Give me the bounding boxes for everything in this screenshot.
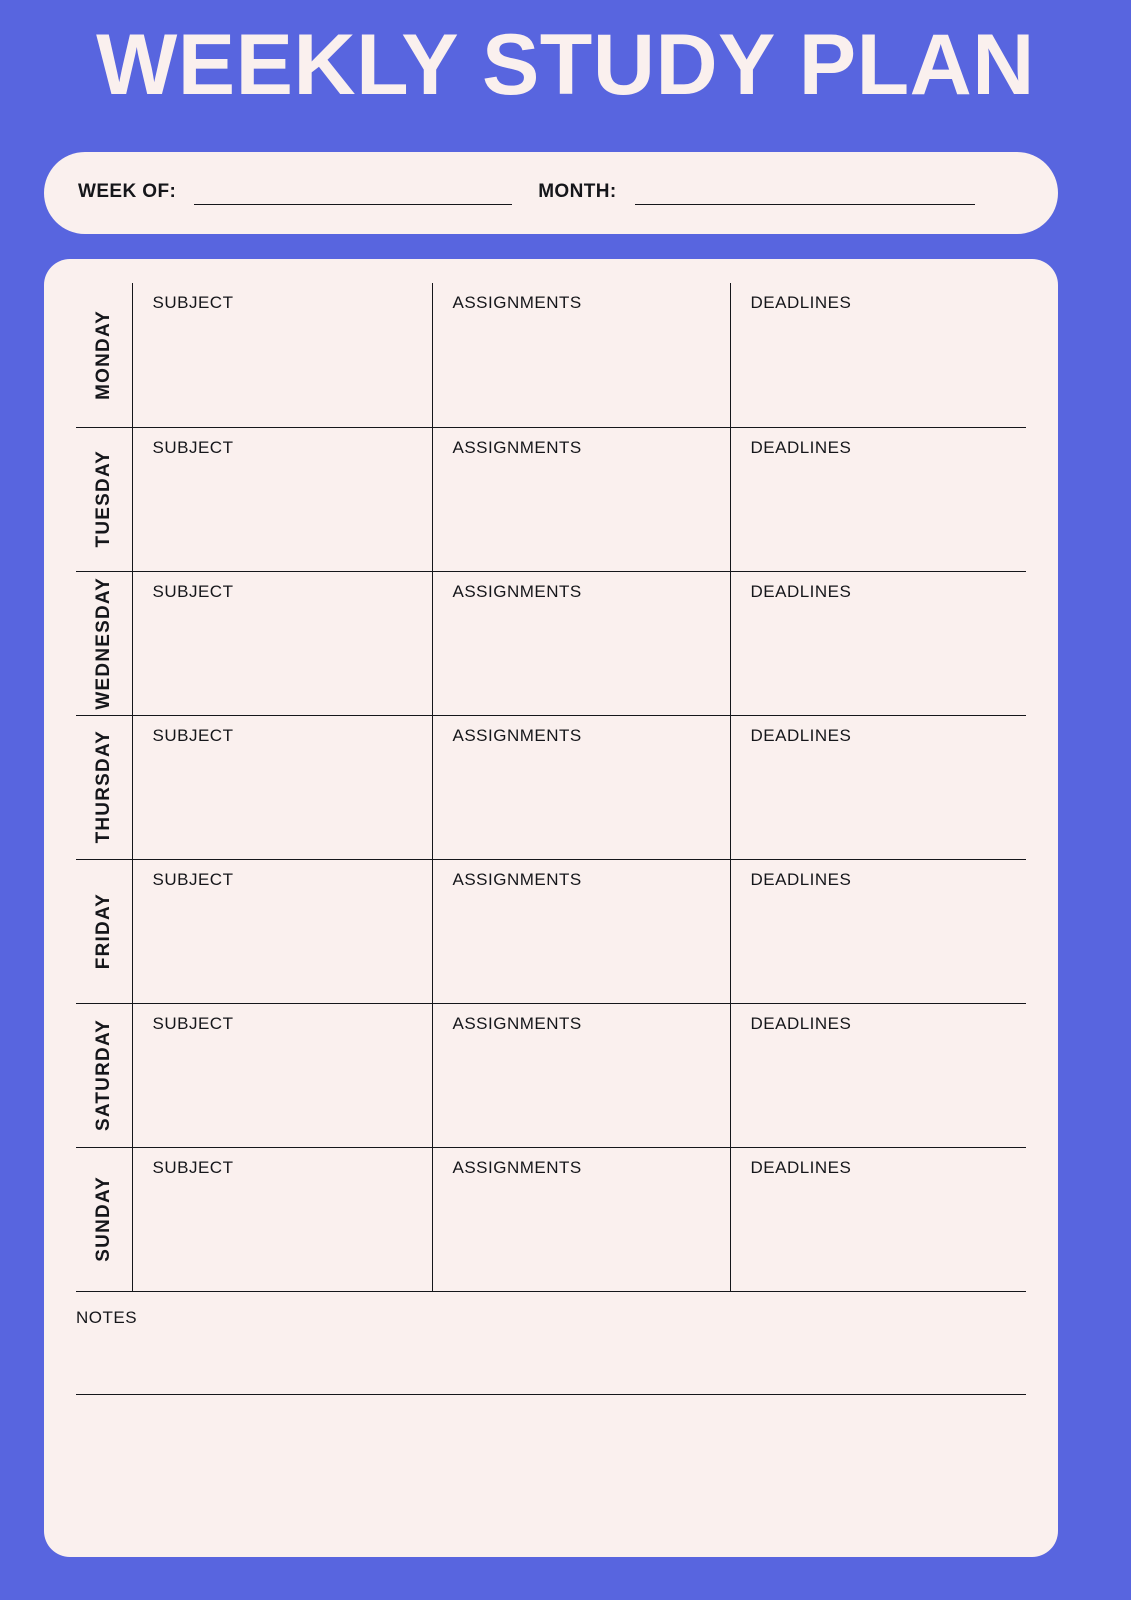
notes-label: NOTES [76, 1307, 138, 1327]
cell-assignments-wednesday[interactable] [432, 571, 730, 715]
day-label: THURSDAY [92, 730, 114, 844]
column-header-deadlines: DEADLINES [750, 581, 852, 601]
cell-subject-sunday[interactable] [132, 1147, 432, 1291]
day-label: SATURDAY [92, 1018, 114, 1131]
column-header-deadlines: DEADLINES [750, 869, 852, 889]
column-header-deadlines: DEADLINES [750, 1013, 852, 1033]
month-input[interactable] [635, 183, 975, 205]
cell-subject-wednesday[interactable] [132, 571, 432, 715]
cell-assignments-saturday[interactable] [432, 1003, 730, 1147]
table-row [76, 1147, 1026, 1291]
column-header-deadlines: DEADLINES [750, 1157, 852, 1177]
cell-assignments-monday[interactable] [432, 283, 730, 427]
table-row [76, 283, 1026, 427]
cell-deadlines-sunday[interactable] [730, 1147, 1026, 1291]
column-header-assignments: ASSIGNMENTS [452, 581, 582, 601]
column-header-deadlines: DEADLINES [750, 725, 852, 745]
month-field [538, 181, 974, 205]
day-cell-thursday [76, 715, 132, 859]
column-header-subject: SUBJECT [152, 1013, 234, 1033]
day-cell-monday [76, 283, 132, 427]
page-title: WEEKLY STUDY PLAN [96, 17, 1035, 113]
weekly-table [76, 283, 1026, 1292]
notes-section [76, 1308, 1026, 1395]
cell-subject-thursday[interactable] [132, 715, 432, 859]
cell-assignments-friday[interactable] [432, 859, 730, 1003]
day-cell-sunday [76, 1147, 132, 1291]
column-header-subject: SUBJECT [152, 869, 234, 889]
cell-deadlines-wednesday[interactable] [730, 571, 1026, 715]
day-label: TUESDAY [92, 450, 114, 548]
column-header-assignments: ASSIGNMENTS [452, 869, 582, 889]
planner-card [44, 259, 1058, 1557]
table-row [76, 571, 1026, 715]
cell-deadlines-tuesday[interactable] [730, 427, 1026, 571]
column-header-assignments: ASSIGNMENTS [452, 1157, 582, 1177]
day-cell-wednesday [76, 571, 132, 715]
column-header-deadlines: DEADLINES [750, 293, 852, 312]
cell-subject-monday[interactable] [132, 283, 432, 427]
cell-assignments-thursday[interactable] [432, 715, 730, 859]
column-header-subject: SUBJECT [152, 725, 234, 745]
week-of-label: WEEK OF: [78, 181, 177, 202]
cell-subject-friday[interactable] [132, 859, 432, 1003]
table-row [76, 427, 1026, 571]
cell-deadlines-saturday[interactable] [730, 1003, 1026, 1147]
column-header-subject: SUBJECT [152, 293, 234, 312]
notes-input[interactable] [76, 1394, 1026, 1395]
table-row [76, 715, 1026, 859]
cell-deadlines-friday[interactable] [730, 859, 1026, 1003]
day-label: SUNDAY [92, 1176, 114, 1262]
week-of-field [78, 181, 512, 205]
day-cell-friday [76, 859, 132, 1003]
day-label: MONDAY [92, 309, 114, 400]
column-header-deadlines: DEADLINES [750, 437, 852, 457]
table-row [76, 859, 1026, 1003]
month-label: MONTH: [538, 181, 617, 202]
column-header-assignments: ASSIGNMENTS [452, 1013, 582, 1033]
column-header-assignments: ASSIGNMENTS [452, 293, 582, 312]
day-label: FRIDAY [92, 892, 114, 970]
column-header-subject: SUBJECT [152, 581, 234, 601]
table-row [76, 1003, 1026, 1147]
column-header-assignments: ASSIGNMENTS [452, 437, 582, 457]
cell-subject-tuesday[interactable] [132, 427, 432, 571]
day-label: WEDNESDAY [92, 576, 114, 710]
cell-deadlines-monday[interactable] [730, 283, 1026, 427]
column-header-subject: SUBJECT [152, 1157, 234, 1177]
column-header-subject: SUBJECT [152, 437, 234, 457]
cell-assignments-sunday[interactable] [432, 1147, 730, 1291]
column-header-assignments: ASSIGNMENTS [452, 725, 582, 745]
cell-assignments-tuesday[interactable] [432, 427, 730, 571]
day-cell-tuesday [76, 427, 132, 571]
day-cell-saturday [76, 1003, 132, 1147]
cell-subject-saturday[interactable] [132, 1003, 432, 1147]
cell-deadlines-thursday[interactable] [730, 715, 1026, 859]
header-info-bar [44, 152, 1058, 234]
week-of-input[interactable] [194, 183, 512, 205]
